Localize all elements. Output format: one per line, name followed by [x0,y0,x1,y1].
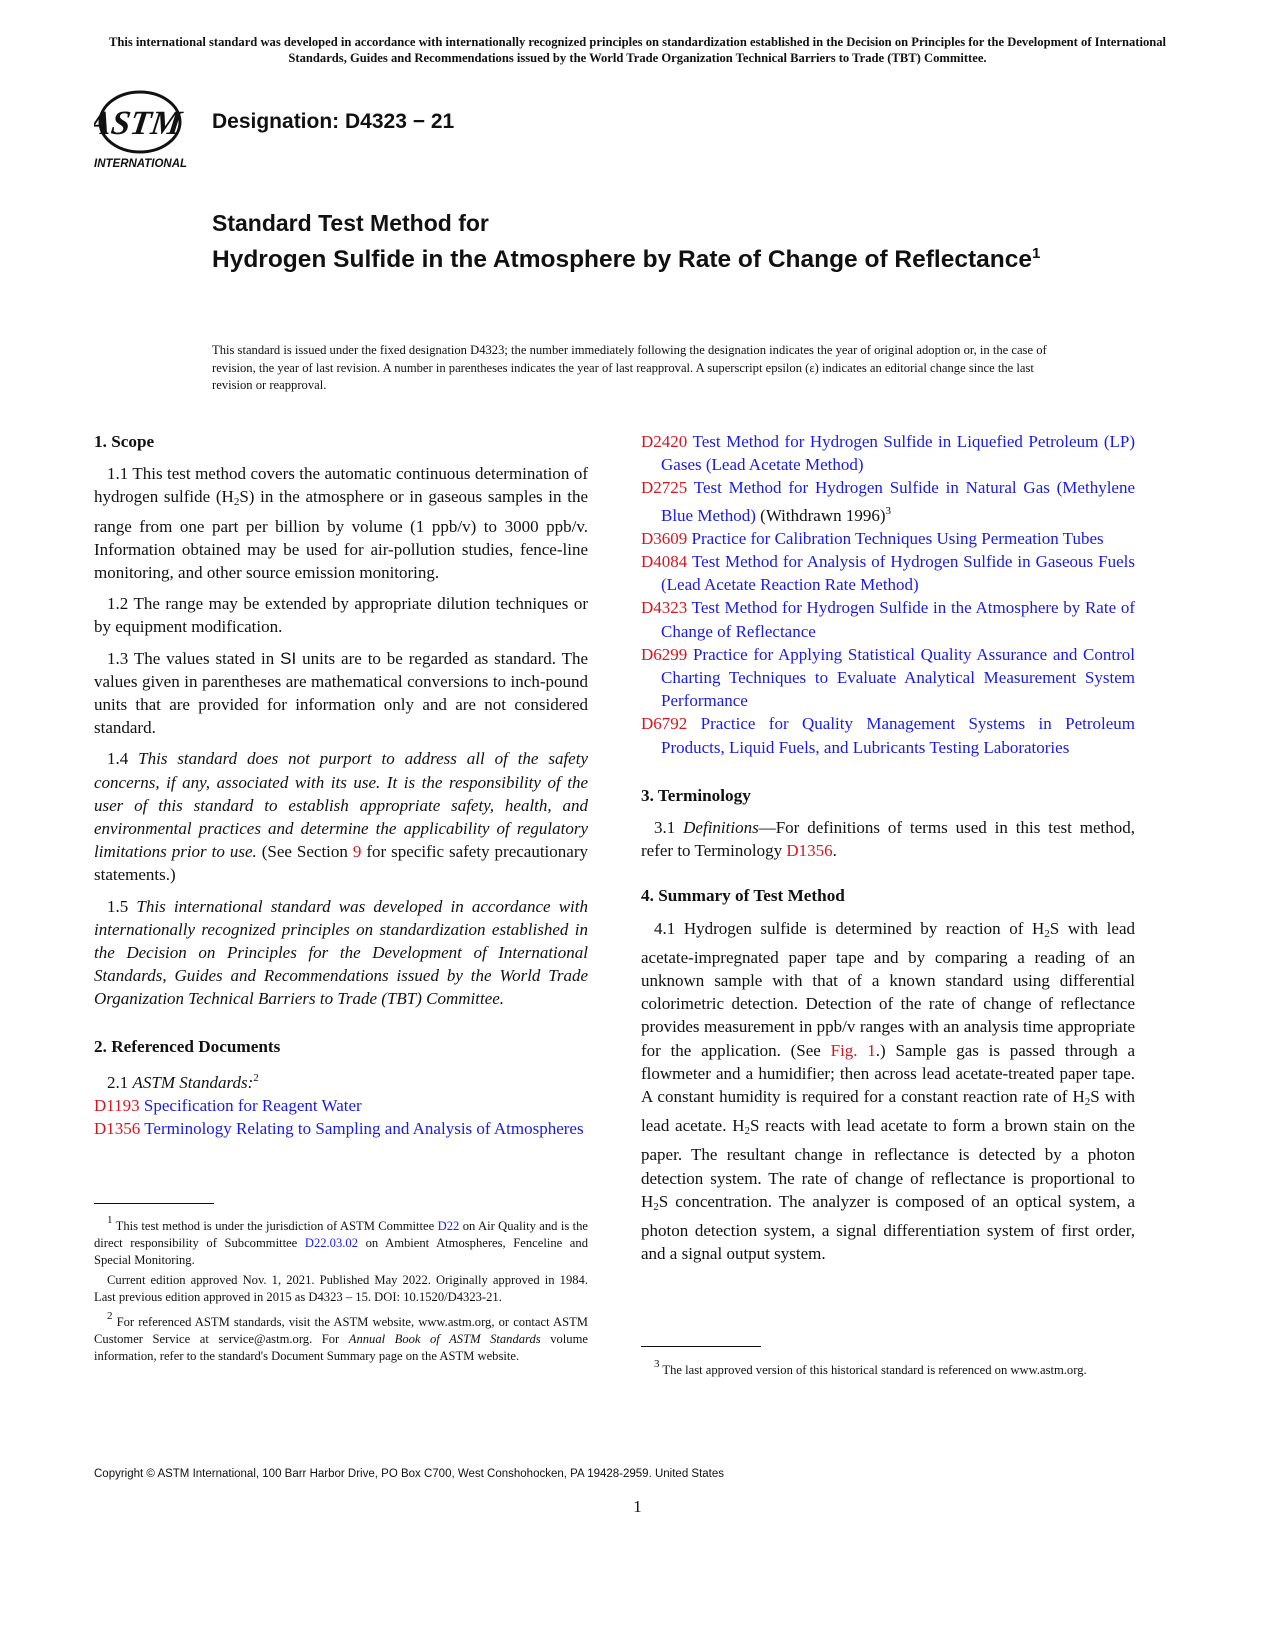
right-column [641,430,1135,1274]
footnote-3: 3 The last approved version of this historical standard is referenced on www.astm.org. [654,1358,1087,1377]
footnotes-left [94,1212,588,1368]
paragraph-1-2: 1.2 The range may be extended by appropriate dilution techniques or by equipment modification. [94,594,588,637]
reference-d6792[interactable]: D6792 Practice for Quality Management Systems in Petroleum Products, Liquid Fuels, and Lubricants Testing Laboratories [641,714,1136,757]
footnotes-right [641,1356,1135,1381]
reference-d2420[interactable]: D2420 Test Method for Hydrogen Sulfide in Liquefied Petroleum (LP) Gases (Lead Acetate Method) [641,432,1135,475]
paragraph-1-3: 1.3 The values stated in SI units are to be regarded as standard. The values given in parentheses are mathematical conversions to inch-pound units that are provided for information only and are not considered standard. [94,648,588,738]
page-number: 1 [633,1497,642,1516]
logo-text: ASTM [94,105,184,142]
title-main [212,238,1152,275]
figure-1-link[interactable]: Fig. 1 [830,1040,876,1060]
paragraph-1-1: 1.1 This test method covers the automatic continuous determination of hydrogen sulfide $(H_2S)$ in the atmosphere or in gaseous samples in the range from one part per billion by volume (1 ppb/v) to 3000 ppb/v. Information obtained may be used for air-pollution studies, fence-line monitoring, and other source emission monitoring. [94,464,588,583]
section-heading-scope: 1. Scope [94,432,155,451]
paragraph-3-1: 3.1 Definitions—For definitions of terms used in this test method, refer to Terminology D1356. [641,818,1135,861]
section-heading-summary: 4. Summary of Test Method [641,886,845,906]
logo-subtext: INTERNATIONAL [94,158,188,170]
astm-logo [94,88,194,172]
top-notice: This international standard was developed in accordance with internationally recognized principles on standardization established in the Decision on Principles for the Development of International Standards, Guides and Recommendations issued by the World Trade Organization Technical Barriers to Trade (TBT) Committee. [108,35,1167,65]
footnote-rule-right [641,1346,761,1347]
footnote-1: 1 This test method is under the jurisdiction of ASTM Committee D22 on Air Quality and is the direct responsibility of Subcommittee D22.03.02 on Ambient Atmospheres, Fenceline and Special Monitoring. [94,1214,589,1268]
committee-d22-link[interactable]: D22 [437,1219,460,1233]
reference-d4323[interactable]: D4323 Test Method for Hydrogen Sulfide in the Atmosphere by Rate of Change of Reflectance [641,598,1135,641]
paragraph-2-1: 2.1 ASTM Standards:$^2$ [107,1071,259,1092]
footnote-1-edition: Current edition approved Nov. 1, 2021. Published May 2022. Originally approved in 1984. Last previous edition approved in 2015 as D4323 – 15. DOI: 10.1520/D4323-21. [94,1272,588,1304]
section-heading-referenced: 2. Referenced Documents [94,1036,281,1056]
reference-d6299[interactable]: D6299 Practice for Applying Statistical Quality Assurance and Control Charting Techniques to Evaluate Analytical Measurement System Performance [641,644,1136,711]
paragraph-4-1: 4.1 Hydrogen sulfide is determined by reaction of $H_2S$ with lead acetate-impregnated paper tape and by comparing a reading of an unknown sample with that of a known standard using differential colorimetric detection. Detection of the rate of change of reflectance provides measurement in ppb/v ranges with an analysis time appropriate for the application. (See Fig. 1.) Sample gas is passed through a flowmeter and a humidifier; then across lead acetate-treated paper tape. A constant humidity is required for a constant reaction rate of $H_2S$ with lead acetate. $H_2S$ reacts with lead acetate to form a brown stain on the paper. The resultant change in reflectance is detected by a photon detection system. The rate of change of reflectance is proportional to $H_2S$ concentration. The analyzer is composed of an optical system, a photon detection system, a signal differentiation system of first order, and a signal output system. [641,918,1135,1264]
left-column [94,430,588,1140]
footnote-2: 2 For referenced ASTM standards, visit the ASTM website, www.astm.org, or contact ASTM Customer Service at service@astm.org. For Annual Book of ASTM Standards volume information, refer to the standard's Document Summary page on the ASTM website. [94,1310,588,1364]
reference-d2725[interactable]: D2725 Test Method for Hydrogen Sulfide in Natural Gas (Methylene Blue Method) (Withdrawn 1996)$^3$ [641,478,1136,525]
footnote-rule [94,1203,214,1204]
subcommittee-link[interactable]: D22.03.02 [304,1236,359,1251]
section-9-link[interactable]: 9 [352,842,362,862]
astm-logo-icon [94,88,194,172]
paragraph-1-5: 1.5 This international standard was developed in accordance with internationally recognized principles on standardization established in the Decision on Principles for the Development of International Standards, Guides and Recommendations issued by the World Trade Organization Technical Barriers to Trade (TBT) Committee. [94,896,588,1009]
issue-note: This standard is issued under the fixed designation D4323; the number immediately following the designation indicates the year of original adoption or, in the case of revision, the year of last revision. A number in parentheses indicates the year of last reapproval. A superscript epsilon (ε) indicates an editorial change since the last revision or reapproval. [212,343,1047,392]
reference-d3609[interactable]: D3609 Practice for Calibration Techniques Using Permeation Tubes [641,528,1104,548]
title-line1: Standard Test Method for [212,210,489,236]
paragraph-1-4: 1.4 This standard does not purport to address all of the safety concerns, if any, associated with its use. It is the responsibility of the user of this standard to establish appropriate safety, health, and environmental practices and determine the applicability of regulatory limitations prior to use. (See Section 9 for specific safety precautionary statements.) [94,749,588,885]
title-footnote-link[interactable]: 1 [1031,245,1041,262]
designation: Designation: D4323 − 21 [212,110,455,133]
title-block [212,208,1152,275]
reference-d1356[interactable]: D1356 Terminology Relating to Sampling and Analysis of Atmospheres [94,1119,584,1139]
section-heading-terminology: 3. Terminology [641,785,751,805]
d1356-link[interactable]: D1356 [786,841,833,861]
reference-d4084[interactable]: D4084 Test Method for Analysis of Hydrogen Sulfide in Gaseous Fuels (Lead Acetate Reaction Rate Method) [641,552,1135,595]
title-main-text: Hydrogen Sulfide in the Atmosphere by Rate of Change of Reflectance [212,246,1032,274]
copyright: Copyright © ASTM International, 100 Barr Harbor Drive, PO Box C700, West Conshohocken, PA 19428-2959. United States [94,1468,725,1480]
reference-d1193[interactable]: D1193 Specification for Reagent Water [94,1096,362,1116]
